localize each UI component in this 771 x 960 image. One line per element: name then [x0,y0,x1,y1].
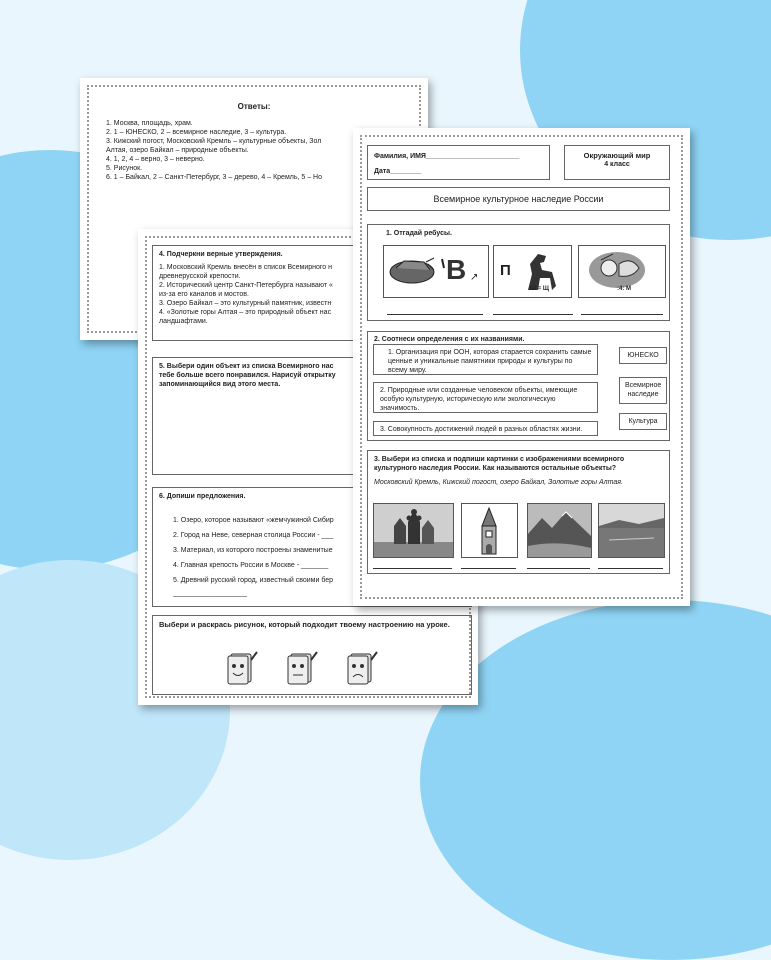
task4-line: из-за его каналов и мостов. [159,291,249,298]
task6-line: 4. Главная крепость России в Москве - _______ [173,562,329,569]
lake-picture [599,504,664,557]
answer-line: 3. Кижский погост, Московский Кремль – культурные объекты, Зол [106,138,322,145]
photo-3-answer-line [527,568,590,569]
happy-book-icon [228,652,257,684]
rebus-2-answer-line [493,314,573,315]
subject-text: Окружающий мир [583,151,651,160]
definition-2: 2. Природные или созданные человеком объекты, имеющие особую культурную, историческую или экологическую значимость. [373,382,598,413]
grade-text: 4 класс [604,161,630,168]
date-blank: ________ [390,168,422,175]
task6-line: ___________________ [173,590,247,597]
answer-line: 1. Москва, площадь, храм. [106,120,193,127]
task2-title: 2. Соотнеси определения с их названиями. [374,336,525,343]
date-label: Дата [374,168,391,175]
task6-line: 2. Город на Неве, северная столица России - ___ [173,532,334,539]
task6-line: 3. Материал, из которого построены знаменитые [173,547,333,554]
rebus-1-image [383,245,489,298]
kizhi-picture [374,504,453,557]
task4-line: древнерусской крепости. [159,273,241,280]
task4-line: 3. Озеро Байкал – это культурный памятник, известн [159,300,332,307]
term-world-heritage: Всемирное наследие [619,377,667,404]
rebus-letter-p: П [500,262,511,279]
kremlin-tower-image [461,503,518,558]
task4-line: ландшафтами. [159,318,208,325]
task1-title: 1. Отгадай ребусы. [386,230,452,237]
answers-title: Ответы: [237,102,271,111]
task6-title: 6. Допиши предложения. [159,493,246,500]
worksheet-page-1 [353,128,690,606]
task6-line: 1. Озеро, которое называют «жемчужиной Сибир [173,517,334,524]
photo-2-answer-line [461,568,516,569]
name-field [374,152,543,161]
mountains-picture [528,504,591,557]
task5-line: 5. Выбери один объект из списка Всемирного нас [159,363,334,370]
subject-box [564,145,670,180]
lake-photo [598,503,665,558]
answer-line: 2. 1 – ЮНЕСКО, 2 – всемирное наследие, 3 – культура. [106,129,287,136]
definition-1: 1. Организация при ООН, которая старается сохранить самые ценные и уникальные памятники природы и культуры по всему миру. [373,344,598,375]
rebus-1-answer-line [387,314,483,315]
kizhi-photo [373,503,454,558]
task3-title: 3. Выбери из списка и подпиши картинки с изображениями всемирного культурного наследия России. Как называются остальные объекты? [374,456,625,472]
mood-section [152,615,472,695]
answer-line: 6. 1 – Байкал, 2 – Санкт-Петербург, 3 – дерево, 4 – Кремль, 5 – Но [106,174,323,181]
name-label: Фамилия, ИМЯ [374,153,426,160]
name-blank: ________________________ [425,153,520,160]
task5-line: тебе больше всего понравился. Нарисуй открытку [159,372,336,379]
photo-1-answer-line [373,568,452,569]
mood-text: Выбери и раскрась рисунок, который подходит твоему настроению на уроке. [159,620,450,629]
answer-line: 5. Рисунок. [106,165,143,172]
task4-line: 1. Московский Кремль внесён в список Всемирного н [159,264,333,271]
mood-books [213,648,513,690]
rebus-sub-p: Ш = Щ [530,286,549,292]
rebus-letter-v: В [446,254,467,285]
rebus-3-answer-line [581,314,663,315]
photo-4-answer-line [598,568,663,569]
rebus-arrow-icon: ↗ [470,272,479,283]
task4-title: 4. Подчеркни верные утверждения. [159,251,283,258]
answer-line: Алтая, озеро Байкал – природные объекты. [106,147,249,154]
term-unesco: ЮНЕСКО [619,347,667,364]
kremlin-tower-icon [462,504,517,557]
title-box [367,187,670,211]
task6-line: 5. Древний русский город, известный своими бер [173,577,334,584]
rebus-3-image [578,245,666,298]
mountains-photo [527,503,592,558]
task4-line: 2. Исторический центр Санкт-Петербурга называют « [159,282,333,289]
sad-book-icon [348,652,377,684]
term-culture: Культура [619,413,667,430]
rebus-2-image [493,245,572,298]
date-field [374,167,543,176]
task3-list: Московский Кремль, Кижский погост, озеро Байкал, Золотые горы Алтая. [374,479,623,486]
worksheet-title: Всемирное культурное наследие России [433,194,604,204]
answer-line: 4. 1, 2, 4 – верно, 3 – неверно. [106,156,205,163]
task5-line: запоминающийся вид этого места. [159,381,281,388]
header-section [367,145,550,180]
rebus-sub-m: :4: М [617,286,631,292]
definition-3: 3. Совокупность достижений людей в разных областях жизни. [373,421,598,436]
task4-line: 4. «Золотые горы Алтая – это природный объект нас [159,309,332,316]
neutral-book-icon [288,652,317,684]
